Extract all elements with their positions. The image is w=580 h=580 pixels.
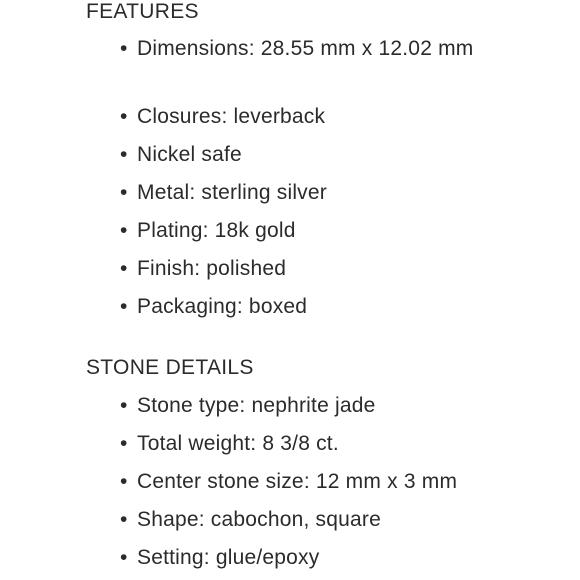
stone-details-heading: STONE DETAILS <box>86 356 254 379</box>
feature-text: Plating: 18k gold <box>137 219 296 242</box>
feature-text: Metal: sterling silver <box>137 181 327 204</box>
bullet-icon: • <box>120 105 128 128</box>
bullet-icon: • <box>120 143 128 166</box>
stone-text: Stone type: nephrite jade <box>137 394 376 417</box>
feature-item-dimensions <box>120 34 500 64</box>
feature-text: Dimensions: 28.55 mm x 12.02 mm <box>137 37 474 60</box>
stone-item-size <box>120 467 500 497</box>
feature-text: Packaging: boxed <box>137 295 308 318</box>
feature-item-nickel <box>120 140 500 170</box>
feature-text: Finish: polished <box>137 257 287 280</box>
bullet-icon: • <box>120 37 128 60</box>
bullet-icon: • <box>120 257 128 280</box>
feature-item-packaging <box>120 292 500 322</box>
stone-text: Setting: glue/epoxy <box>137 546 320 569</box>
bullet-icon: • <box>120 219 128 242</box>
feature-text: Nickel safe <box>137 143 242 166</box>
feature-item-plating <box>120 216 500 246</box>
bullet-icon: • <box>120 295 128 318</box>
feature-item-metal <box>120 178 500 208</box>
bullet-icon: • <box>120 181 128 204</box>
features-heading: FEATURES <box>86 0 199 23</box>
stone-text: Total weight: 8 3/8 ct. <box>137 432 339 455</box>
bullet-icon: • <box>120 394 128 417</box>
feature-item-finish <box>120 254 500 284</box>
stone-text: Shape: cabochon, square <box>137 508 381 531</box>
stone-item-type <box>120 391 500 421</box>
feature-item-closures <box>120 102 500 132</box>
stone-item-setting <box>120 543 500 573</box>
stone-item-weight <box>120 429 500 459</box>
bullet-icon: • <box>120 432 128 455</box>
bullet-icon: • <box>120 546 128 569</box>
feature-text: Closures: leverback <box>137 105 326 128</box>
stone-item-shape <box>120 505 500 535</box>
bullet-icon: • <box>120 470 128 493</box>
bullet-icon: • <box>120 508 128 531</box>
stone-text: Center stone size: 12 mm x 3 mm <box>137 470 458 493</box>
